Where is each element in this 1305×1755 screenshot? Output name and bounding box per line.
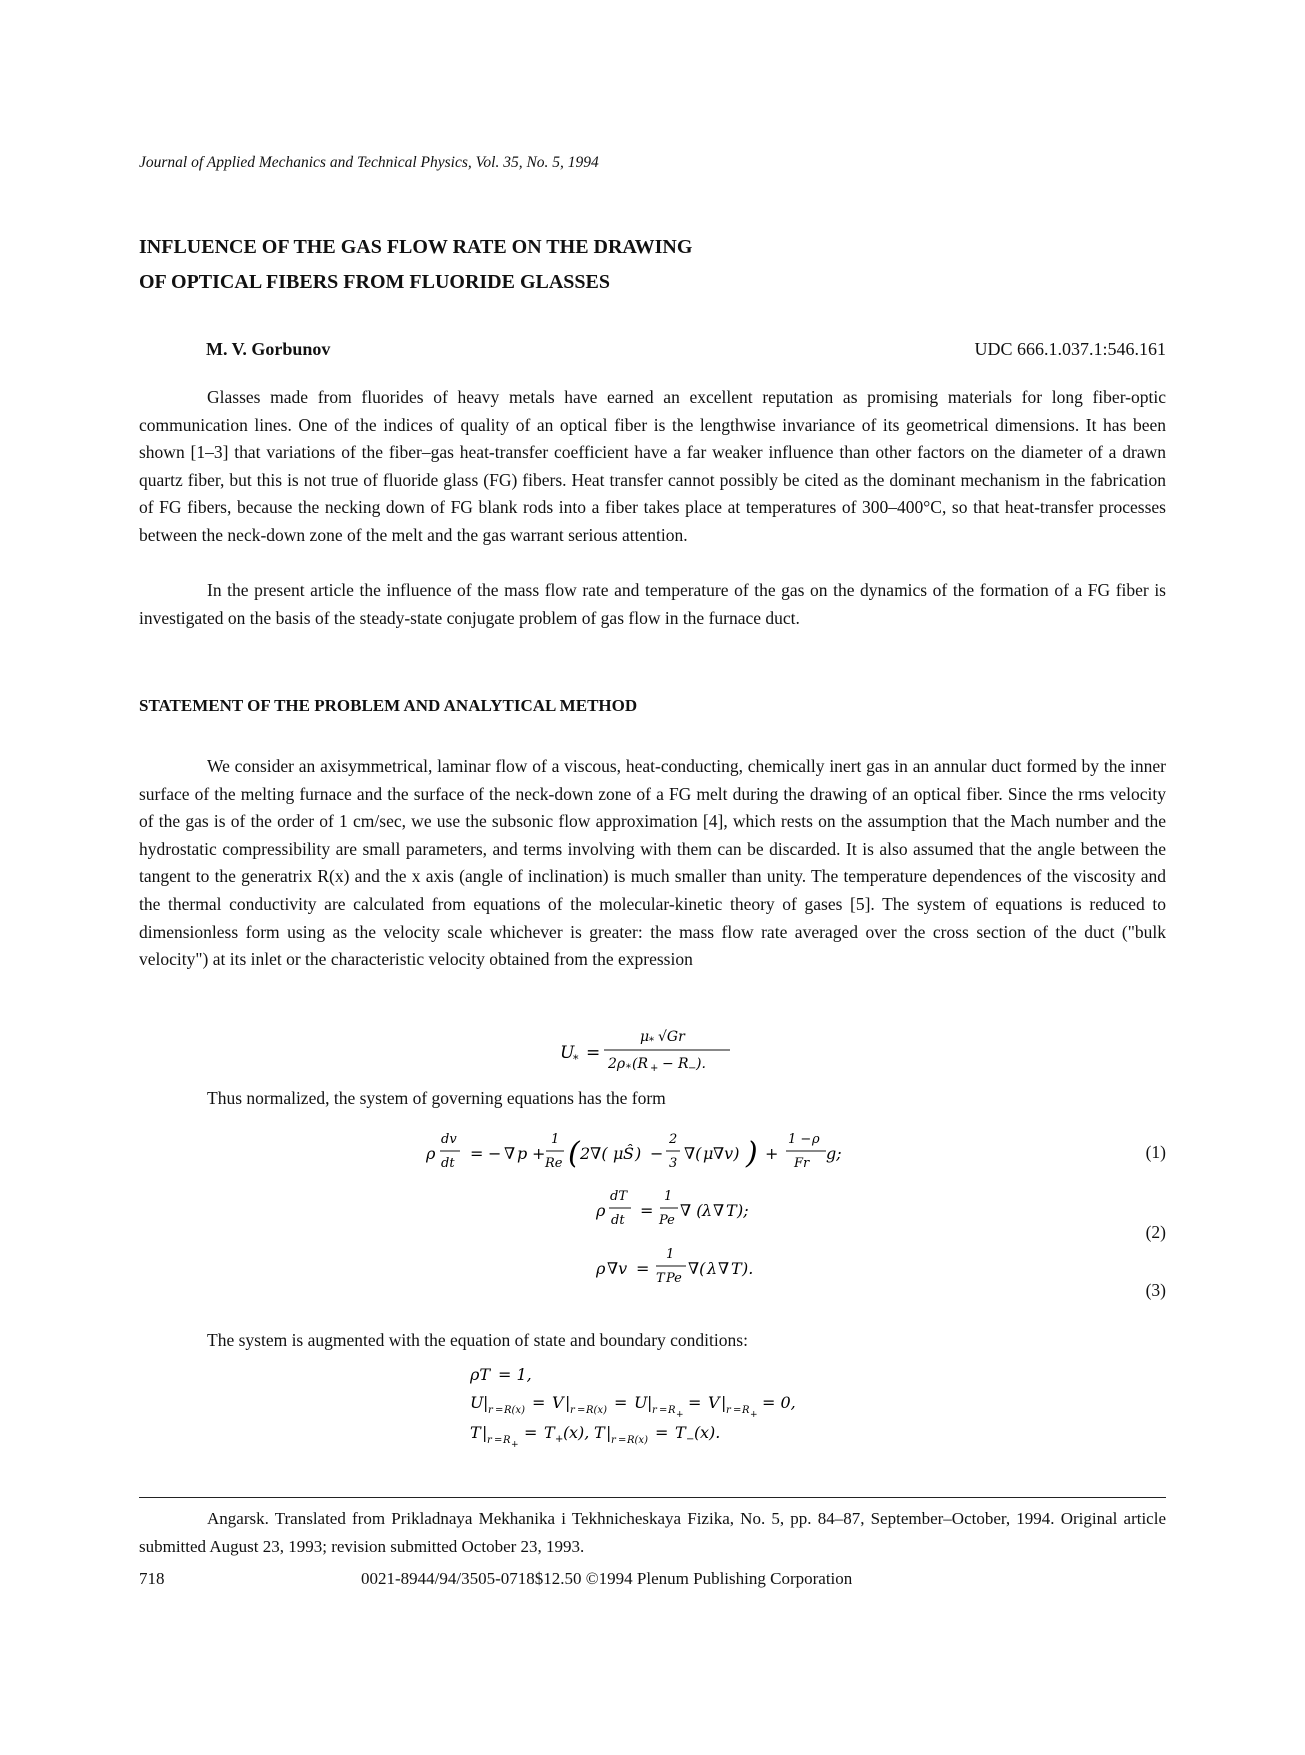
boundary-conditions-formula [470,1360,910,1460]
svg-text:).: ). [742,1259,754,1278]
equation-number-3: (3) [1145,1280,1166,1300]
svg-text:1: 1 [664,1189,673,1204]
svg-text:=: = [494,1435,503,1446]
svg-text:+: + [532,1144,546,1163]
svg-text:2ρ: 2ρ [608,1056,626,1072]
svg-text:μ: μ [703,1144,714,1163]
svg-text:ρ: ρ [426,1144,436,1163]
svg-text:λ: λ [702,1201,713,1220]
energy-equation [596,1183,796,1237]
svg-text:r: r [611,1435,616,1446]
title-line-1: INFLUENCE OF THE GAS FLOW RATE ON THE DRAWING [139,236,693,258]
svg-text:=: = [532,1393,546,1412]
svg-text:U: U [560,1043,575,1063]
boundary-conditions [470,1360,910,1465]
svg-text:r: r [570,1405,575,1416]
svg-text:g;: g; [826,1144,842,1163]
svg-text:r: r [726,1405,731,1416]
equation-1 [426,1123,926,1190]
svg-text:=: = [614,1393,628,1412]
svg-text:T: T [544,1423,555,1442]
section-heading: STATEMENT OF THE PROBLEM AND ANALYTICAL METHOD [139,696,638,715]
svg-text:R(x): R(x) [504,1405,525,1416]
svg-text:Fr: Fr [794,1156,810,1171]
svg-text:μ: μ [613,1144,624,1163]
svg-text:*: * [573,1053,579,1066]
footnote: Angarsk. Translated from Prikladnaya Mekhanika i Tekhnicheskaya Fizika, No. 5, pp. 84–87, September–October, 1994. Original article submitted August 23, 1993; revision submitted October 23, 1993. [139,1509,1166,1556]
svg-text:x: x [700,1423,710,1442]
svg-text:=: = [586,1043,601,1063]
svg-text:λ: λ [707,1259,718,1278]
svg-text:): ) [746,1136,758,1171]
svg-text:=: = [659,1405,668,1416]
svg-text:ρ: ρ [596,1201,606,1220]
udc-code: UDC 666.1.037.1:546.161 [974,339,1166,359]
svg-text:1: 1 [666,1247,675,1262]
svg-text:∇ (: ∇ ( [680,1201,703,1220]
svg-text:*: * [649,1036,654,1047]
svg-text:∇: ∇ [504,1144,516,1163]
equation-velocity-scale [560,1023,760,1084]
paragraph-problem: We consider an axisymmetrical, laminar flow of a viscous, heat-conducting, chemically inert gas in an annular duct formed by the inner surface of the melting furnace and the surface of the neck-down zone of a FG melt during the drawing of an optical fiber. Since the rms velocity of the gas is of the order of 1 cm/sec, we use the subsonic flow approximation [4], which rests on the assumption that the Mach number and the hydrostatic compressibility are small parameters, and terms involving with them can be discarded. It is also assumed that the angle between the tangent to the generatrix R(x) and the x axis (angle of inclination) is much smaller than unity. The temperature dependences of the viscosity and the thermal conductivity are calculated from equations of the molecular-kinetic theory of gases [5]. The system of equations is reduced to dimensionless form using as the velocity scale whichever is greater: the mass flow rate averaged over the cross section of the duct ("bulk velocity") at its inlet or the characteristic velocity obtained from the expression [139,756,1166,970]
svg-text:*: * [626,1063,631,1074]
svg-text:−: − [650,1144,664,1163]
svg-text:−: − [688,1063,697,1074]
svg-text:Pe: Pe [666,1271,682,1286]
equation-number-2: (2) [1145,1222,1166,1242]
article-title [139,230,692,300]
svg-text:∇: ∇ [713,1201,725,1220]
page-number: 718 [139,1569,165,1588]
svg-text:ρT: ρT [470,1365,491,1384]
svg-text:1: 1 [551,1132,560,1147]
svg-text:(R: (R [632,1056,649,1072]
publisher-code: 0021-8944/94/3505-0718$12.50 ©1994 Plenum Publishing Corporation [361,1569,853,1588]
svg-text:+: + [676,1410,684,1420]
svg-text:Pe: Pe [659,1213,675,1228]
svg-text:r: r [488,1405,493,1416]
svg-text:R: R [503,1435,511,1446]
svg-text:dv: dv [441,1132,457,1147]
svg-text:=: = [470,1144,484,1163]
paragraph-purpose: In the present article the influence of the mass flow rate and temperature of the gas on the dynamics of the formation of a FG fiber is investigated on the basis of the steady-state conjugate problem of gas flow in the furnace duct. [139,580,1166,628]
svg-text:Ŝ: Ŝ [623,1144,634,1163]
svg-text:U: U [634,1393,648,1412]
svg-text:U: U [470,1393,484,1412]
svg-text:=: = [640,1201,654,1220]
svg-text:T: T [594,1423,605,1442]
svg-text:T: T [675,1423,686,1442]
paragraph-boundary-intro: The system is augmented with the equation of state and boundary conditions: [207,1330,748,1350]
svg-text:): ) [635,1144,642,1163]
title-line-2: OF OPTICAL FIBERS FROM FLUORIDE GLASSES [139,271,611,293]
svg-text:T: T [731,1259,742,1278]
svg-text:x: x [569,1423,579,1442]
author: M. V. Gorbunov [206,339,331,359]
footnote-divider [139,1497,1166,1498]
svg-text:=: = [577,1405,586,1416]
svg-text:).: ). [696,1056,706,1072]
svg-text:−: − [662,1056,674,1072]
svg-text:dT: dT [610,1189,627,1204]
svg-text:∇: ∇ [718,1259,730,1278]
svg-text:dt: dt [611,1213,625,1228]
svg-text:∇v: ∇v [607,1259,628,1278]
svg-text:=: = [733,1405,742,1416]
svg-text:ρ: ρ [812,1132,820,1147]
svg-text:+: + [555,1434,564,1445]
velocity-scale-formula [560,1023,760,1079]
svg-text:R: R [678,1056,689,1072]
svg-text:).: ). [709,1423,721,1442]
svg-text:T: T [726,1201,737,1220]
svg-text:|: | [606,1423,612,1442]
svg-text:=: = [495,1405,504,1416]
svg-text:R: R [742,1405,750,1416]
svg-text:r: r [652,1405,657,1416]
svg-text:|: | [482,1423,488,1442]
equation-number-1: (1) [1145,1142,1166,1162]
journal-citation: Journal of Applied Mechanics and Technical Physics, Vol. 35, No. 5, 1994 [139,154,599,171]
svg-text:=: = [636,1259,650,1278]
paragraph-system-intro: Thus normalized, the system of governing equations has the form [207,1088,666,1108]
svg-text:= 0,: = 0, [762,1393,796,1412]
svg-text:T: T [470,1423,481,1442]
svg-text:1 −: 1 − [788,1132,812,1147]
svg-text:(: ( [694,1423,701,1442]
svg-text:=: = [688,1393,702,1412]
svg-text:R: R [668,1405,676,1416]
svg-text:= 1,: = 1, [498,1365,532,1384]
svg-text:T: T [656,1271,665,1286]
svg-text:=: = [655,1423,669,1442]
svg-text:dt: dt [441,1156,455,1171]
svg-text:+: + [765,1144,779,1163]
svg-text:3: 3 [669,1156,678,1171]
svg-text:r: r [487,1435,492,1446]
svg-text:(: ( [563,1423,570,1442]
svg-text:V: V [708,1393,720,1412]
momentum-equation [426,1123,926,1185]
svg-text:p: p [517,1144,528,1163]
svg-text:|: | [483,1393,489,1412]
svg-text:Re: Re [545,1156,563,1171]
svg-text:|: | [721,1393,727,1412]
svg-text:∇v): ∇v) [713,1144,740,1163]
svg-text:);: ); [737,1201,749,1220]
svg-text:|: | [647,1393,653,1412]
svg-text:√Gr: √Gr [658,1029,685,1045]
svg-text:=: = [618,1435,627,1446]
svg-text:(: ( [568,1136,580,1171]
svg-text:R(x): R(x) [586,1405,607,1416]
equation-2 [596,1183,796,1242]
svg-text:V: V [552,1393,564,1412]
svg-text:ρ: ρ [596,1259,606,1278]
svg-text:∇(: ∇( [688,1259,706,1278]
svg-text:+: + [511,1440,519,1450]
svg-text:+: + [650,1063,659,1074]
svg-text:2: 2 [669,1132,678,1147]
svg-text:|: | [565,1393,571,1412]
svg-text:∇(: ∇( [684,1144,702,1163]
equation-3 [596,1241,796,1300]
paragraph-intro: Glasses made from fluorides of heavy metals have earned an excellent reputation as promising materials for long fiber-optic communication lines. One of the indices of quality of an optical fiber is the lengthwise invariance of its geometrical dimensions. It has been shown [1–3] that variations of the fiber–gas heat-transfer coefficient have a far weaker influence than other factors on the diameter of a drawn quartz fiber, but this is not true of fluoride glass (FG) fibers. Heat transfer cannot possibly be cited as the dominant mechanism in the fabrication of FG fibers, because the necking down of FG blank rods into a fiber takes place at temperatures of 300–400°C, so that heat-transfer processes between the neck-down zone of the melt and the gas warrant serious attention. [139,387,1166,545]
svg-text:),: ), [578,1423,590,1442]
svg-text:−: − [686,1434,695,1445]
svg-text:−: − [488,1144,502,1163]
svg-text:+: + [750,1410,758,1420]
svg-text:μ: μ [640,1029,650,1045]
svg-text:2∇(: 2∇( [580,1144,608,1163]
continuity-equation [596,1241,796,1295]
svg-text:=: = [524,1423,538,1442]
svg-text:R(x): R(x) [627,1435,648,1446]
